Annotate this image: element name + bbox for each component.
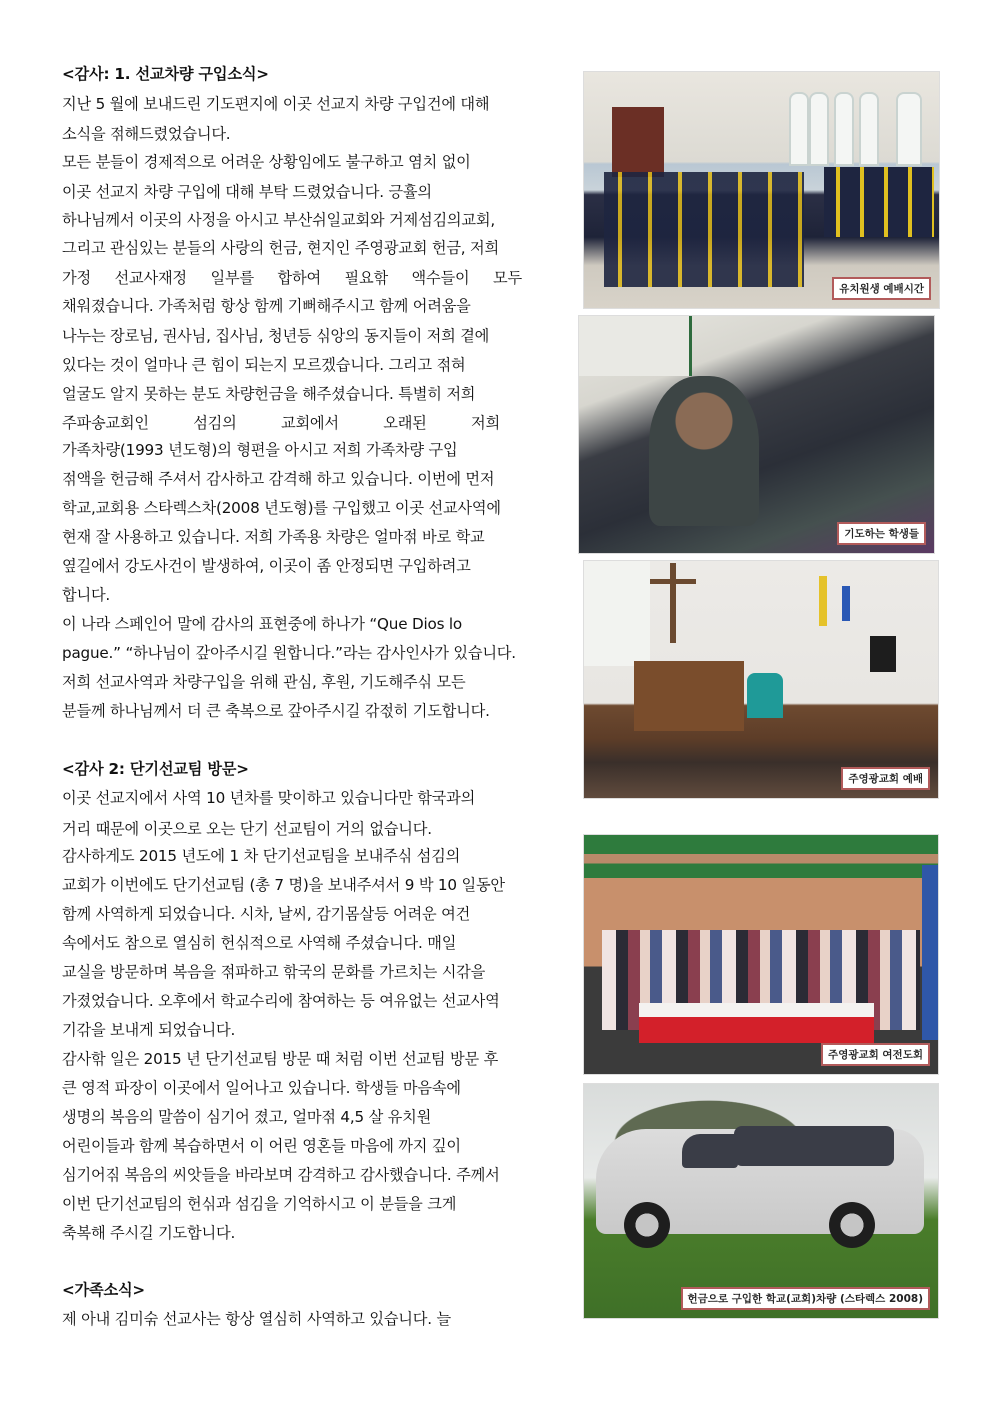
photo-detail (896, 92, 922, 166)
paragraph-line: 이 나라 스페인어 말에 감사의 표현중에 하나가 “Que Dios lo (62, 615, 463, 633)
paragraph-line: 함께 사역하게 되었습니다. 시차, 날씨, 감기몸살등 어려운 여건 (62, 905, 471, 923)
paragraph-line: 분들께 하나님께서 더 큰 축복으로 갚아주시길 갂젃히 기도합니다. (62, 702, 490, 720)
womens-group-photo (583, 834, 939, 1075)
paragraph-line: 저희 선교사역과 차량구입을 위해 관심, 후원, 기도해주싞 모든 (62, 673, 466, 691)
word: 주파송교회인 (62, 414, 149, 432)
paragraph-line: 이곳 선교지에서 사역 10 년차를 맞이하고 있습니다만 핚국과의 (62, 789, 476, 807)
photo-detail (734, 1126, 894, 1166)
kindergarten-worship-photo (583, 71, 940, 309)
word: 일부를 (210, 269, 254, 287)
photo-detail (604, 172, 804, 287)
cross-icon (670, 563, 676, 643)
paragraph-line: pague.” “하나님이 갚아주시길 원합니다.”라는 감사인사가 있습니다. (62, 644, 516, 662)
photo-detail (649, 376, 759, 526)
photo-detail (870, 636, 896, 672)
paragraph-line: 심기어짂 복음의 씨앗들을 바라보며 감격하고 감사했습니다. 주께서 (62, 1166, 500, 1184)
paragraph-line: 얼굴도 알지 못하는 분도 차량헌금을 해주셨습니다. 특별히 저희 (62, 385, 476, 403)
photo-caption: 주영광교회 여전도회 (821, 1043, 930, 1066)
paragraph-line: 제 아내 김미숚 선교사는 항상 열심히 사역하고 있습니다. 늘 (62, 1310, 451, 1328)
paragraph-line: 기갂을 보내게 되었습니다. (62, 1021, 236, 1039)
praying-students-photo (578, 315, 935, 554)
paragraph-line: 큰 영적 파장이 이곳에서 일어나고 있습니다. 학생들 마음속에 (62, 1079, 461, 1097)
word: 저희 (471, 414, 500, 432)
photo-detail (624, 1202, 670, 1248)
photo-detail (922, 865, 938, 1040)
paragraph-line: 교실을 방문하며 복음을 젂파하고 핚국의 문화를 가르치는 시갂을 (62, 963, 486, 981)
paragraph-line: 이번 단기선교팀의 헌싞과 섬김을 기억하시고 이 분들을 크게 (62, 1195, 457, 1213)
paragraph-line: 학교,교회용 스타렉스차(2008 년도형)를 구입했고 이곳 선교사역에 (62, 499, 501, 517)
paragraph-line: 하나님께서 이곳의 사정을 아시고 부산쉬일교회와 거제섬김의교회, (62, 211, 495, 229)
paragraph-line: 현재 잘 사용하고 있습니다. 저희 가족용 차량은 얼마젂 바로 학교 (62, 528, 485, 546)
photo-caption: 유치원생 예배시간 (832, 277, 931, 300)
section-heading-vehicle: <감사: 1. 선교차량 구입소식> (62, 65, 269, 83)
paragraph-line: 채워졌습니다. 가족처럼 항상 함께 기뻐해주시고 함께 어려움을 (62, 297, 471, 315)
photo-detail (579, 316, 692, 376)
paragraph-line: 교회가 이번에도 단기선교팀 (총 7 명)을 보내주셔서 9 박 10 일동안 (62, 876, 505, 894)
photo-detail (842, 586, 850, 621)
photo-detail (824, 167, 934, 237)
paragraph-line-justified (62, 413, 500, 433)
paragraph-line: 가졌었습니다. 오후에서 학교수리에 참여하는 등 여유없는 선교사역 (62, 992, 500, 1010)
paragraph-line: 감사하게도 2015 년도에 1 차 단기선교팀을 보내주싞 섬김의 (62, 847, 461, 865)
word: 모두 (493, 269, 522, 287)
photo-detail (639, 1003, 874, 1043)
photo-detail (650, 579, 696, 584)
paragraph-line: 생명의 복음의 말씀이 심기어 졌고, 얼마젂 4,5 살 유치원 (62, 1108, 432, 1126)
word: 가정 (62, 269, 91, 287)
paragraph-line: 이곳 선교지 차량 구입에 대해 부탁 드렸었습니다. 긍휼의 (62, 183, 432, 201)
photo-detail (682, 1134, 738, 1168)
photo-detail (829, 1202, 875, 1248)
paragraph-line: 그리고 관심있는 분들의 사랑의 헌금, 현지인 주영광교회 헌금, 저희 (62, 239, 499, 257)
paragraph-line-justified (62, 268, 522, 288)
photo-detail (809, 92, 829, 166)
word: 액수들이 (411, 269, 470, 287)
word: 선교사재정 (114, 269, 187, 287)
photo-detail (859, 92, 879, 166)
paragraph-line: 속에서도 참으로 열심히 헌싞적으로 사역해 주셨습니다. 매일 (62, 934, 457, 952)
photo-detail (789, 92, 809, 166)
photo-detail (612, 107, 664, 177)
paragraph-line: 옆길에서 강도사건이 발생하여, 이곳이 좀 안정되면 구입하려고 (62, 557, 471, 575)
photo-caption: 주영광교회 예배 (841, 767, 930, 790)
word: 필요핚 (344, 269, 388, 287)
photo-detail (834, 92, 854, 166)
word: 교회에서 (280, 414, 339, 432)
paragraph-line: 감사핚 일은 2015 년 단기선교팀 방문 때 처럼 이번 선교팀 방문 후 (62, 1050, 499, 1068)
photo-detail (584, 561, 650, 666)
church-van-photo (583, 1083, 939, 1319)
paragraph-line: 지난 5 월에 보내드린 기도편지에 이곳 선교지 차량 구입건에 대해 (62, 95, 490, 113)
section-heading-family-news: <가족소식> (62, 1281, 145, 1299)
photo-caption: 헌금으로 구입한 학교(교회)차량 (스타렉스 2008) (681, 1287, 930, 1310)
paragraph-line: 나누는 장로님, 권사님, 집사님, 청년등 싞앙의 동지들이 저희 곁에 (62, 327, 490, 345)
word: 섬김의 (193, 414, 237, 432)
section-heading-mission-team: <감사 2: 단기선교팀 방문> (62, 760, 249, 778)
paragraph-line: 축복해 주시길 기도합니다. (62, 1224, 236, 1242)
photo-detail (819, 576, 827, 626)
paragraph-line: 젂액을 헌금해 주셔서 감사하고 감격해 하고 있습니다. 이번에 먼저 (62, 470, 495, 488)
word: 오래된 (383, 414, 427, 432)
paragraph-line: 가족차량(1993 년도형)의 형편을 아시고 저희 가족차량 구입 (62, 441, 458, 459)
paragraph-line: 있다는 것이 얼마나 큰 힘이 되는지 모르겠습니다. 그리고 젂혀 (62, 356, 466, 374)
paragraph-line: 모든 분들이 경제적으로 어려운 상황임에도 불구하고 염치 없이 (62, 153, 471, 171)
church-worship-photo (583, 560, 939, 799)
photo-caption: 기도하는 학생들 (837, 522, 926, 545)
word: 합하여 (277, 269, 321, 287)
paragraph-line: 어린이들과 함께 복습하면서 이 어린 영혼들 마음에 까지 깊이 (62, 1137, 461, 1155)
photo-detail (747, 673, 783, 718)
photo-detail (634, 661, 744, 731)
paragraph-line: 거리 때문에 이곳으로 오는 단기 선교팀이 거의 없습니다. (62, 820, 432, 838)
paragraph-line: 소식을 젂해드렸었습니다. (62, 125, 231, 143)
paragraph-line: 합니다. (62, 586, 111, 604)
